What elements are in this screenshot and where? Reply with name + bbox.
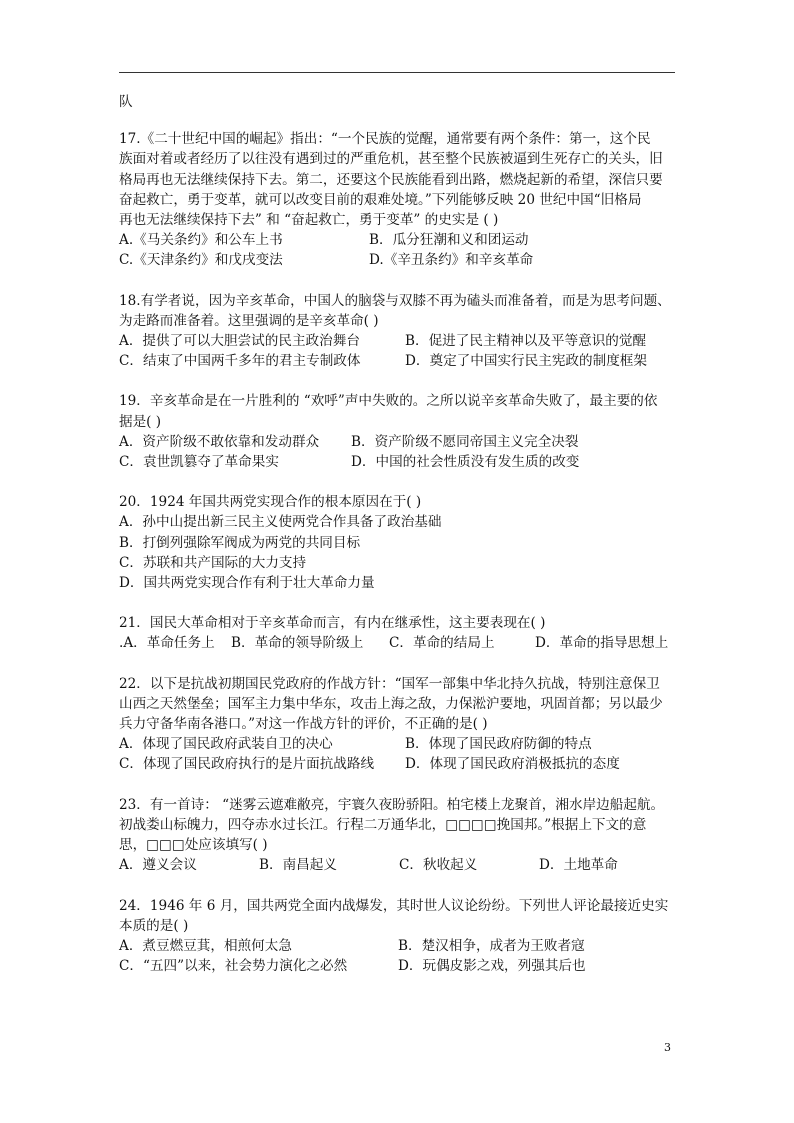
option-a: A.《马关条约》和公车上书	[119, 232, 283, 249]
options-row	[119, 432, 679, 452]
question-stem: 22．以下是抗战初期国民党政府的作战方针：“国军一部集中华北持久抗战，特别注意保卫 山西之天然堡垒；国军主力集中华东，攻击上海之敌，力保淞沪要地，巩固首都；另以最少 兵力守备华南各港口。”对这一作战方针的评价，不正确的是( )	[119, 675, 663, 733]
option-d: D.《辛丑条约》和辛亥革命	[369, 252, 534, 269]
question-21	[119, 613, 679, 653]
exam-page	[119, 92, 679, 976]
option-d: D．玩偶皮影之戏，列强其后也	[398, 958, 586, 975]
options-row	[119, 754, 679, 774]
option-c: C．结束了中国两千多年的君主专制政体	[119, 353, 361, 370]
option-a: A．提供了可以大胆尝试的民主政治舞台	[119, 333, 360, 350]
options-row	[119, 331, 679, 351]
options-row	[119, 452, 679, 472]
question-18	[119, 291, 679, 372]
option-d: D．奠定了中国实行民主宪政的制度框架	[405, 353, 647, 370]
question-stem: 20．1924 年国共两党实现合作的根本原因在于( )	[119, 494, 422, 511]
question-17	[119, 129, 679, 270]
option-d: D．国共两党实现合作有利于壮大革命力量	[119, 575, 375, 592]
option-a: A．煮豆燃豆萁，相煎何太急	[119, 937, 292, 954]
options-row	[119, 633, 679, 653]
option-c: C．“五四”以来，社会势力演化之必然	[119, 958, 348, 975]
question-20	[119, 492, 679, 593]
option-c: C.《天津条约》和戊戌变法	[119, 252, 283, 269]
question-stem: 18.有学者说，因为辛亥革命，中国人的脑袋与双膝不再为磕头而准备着，而是为思考问题、 为走路而准备着。这里强调的是辛亥革命( )	[119, 292, 671, 329]
page-number: 3	[664, 1041, 671, 1054]
option-c: C．体现了国民政府执行的是片面抗战路线	[119, 756, 375, 773]
question-stem: 19．辛亥革命是在一片胜利的 “欢呼”声中失败的。之所以说辛亥革命失败了，最主要的依 据是( )	[119, 393, 658, 430]
option-a: A．孙中山提出新三民主义使两党合作具备了政治基础	[119, 514, 442, 531]
option-c: C．革命的结局上	[389, 635, 495, 652]
option-c: C．袁世凯篡夺了革命果实	[119, 454, 279, 471]
option-c: C．秋收起义	[399, 857, 478, 874]
option-b: B．南昌起义	[259, 857, 337, 874]
options-row	[119, 351, 679, 371]
option-c: C．苏联和共产国际的大力支持	[119, 554, 307, 571]
option-b: B．资产阶级不愿同帝国主义完全决裂	[351, 433, 579, 450]
option-a: A．遵义会议	[119, 857, 197, 874]
continuation-text: 队	[119, 94, 133, 110]
question-24	[119, 896, 679, 977]
option-b: B．促进了民主精神以及平等意识的觉醒	[405, 333, 647, 350]
question-stem: 24．1946 年 6 月，国共两党全面内战爆发，其时世人议论纷纷。下列世人评论最接近史实 本质的是( )	[119, 897, 669, 934]
options-row	[119, 855, 679, 875]
options-row	[119, 734, 679, 754]
options-row	[119, 936, 679, 956]
option-b: B．体现了国民政府防御的特点	[405, 736, 592, 753]
option-b: B．革命的领导阶级上	[231, 635, 364, 652]
header-rule	[119, 72, 675, 73]
question-23	[119, 795, 679, 876]
question-stem: 17.《二十世纪中国的崛起》指出：“一个民族的觉醒，通常要有两个条件：第一，这个民 族面对着或者经历了以往没有遇到过的严重危机，甚至整个民族被逼到生死存亡的关头，旧 格局再也无法继续保持下去。第二，还要这个民族能看到出路，燃烧起新的希望，深信只要 奋起救亡，勇于变革，就可以改变目前的艰难处境。”下列能够反映 20 世纪中国“旧格局 再也无法继续保持下去” 和 “奋起救亡，勇于变革” 的史实是 ( )	[119, 131, 663, 229]
question-22	[119, 674, 679, 775]
options-row	[119, 956, 679, 976]
question-stem: 21．国民大革命相对于辛亥革命而言，有内在继承性，这主要表现在( )	[119, 615, 546, 632]
option-d: D．体现了国民政府消极抵抗的态度	[405, 756, 620, 773]
option-b: B．楚汉相争，成者为王败者寇	[398, 937, 585, 954]
option-b: B．瓜分狂潮和义和团运动	[369, 232, 529, 249]
options-row	[119, 230, 679, 250]
option-a: A．体现了国民政府武装自卫的决心	[119, 736, 333, 753]
options-row	[119, 250, 679, 270]
question-19	[119, 391, 679, 472]
option-b: B．打倒列强除军阀成为两党的共同目标	[119, 534, 361, 551]
option-a: .A．革命任务上	[119, 635, 215, 652]
question-stem: 23．有一首诗： “迷雾云遮难敝亮，宇寰久夜盼骄阳。柏宅楼上龙聚首，湘水岸边船起航。 初战娄山标魄力，四夺赤水过长江。行程二万通华北，□□□□挽国邦。”根据上下文的意 思，□□□处应该填写( )	[119, 796, 665, 854]
option-d: D．革命的指导思想上	[535, 635, 669, 652]
option-a: A．资产阶级不敢依靠和发动群众	[119, 433, 320, 450]
option-d: D．中国的社会性质没有发生质的改变	[351, 454, 580, 471]
option-d: D．土地革命	[539, 857, 618, 874]
